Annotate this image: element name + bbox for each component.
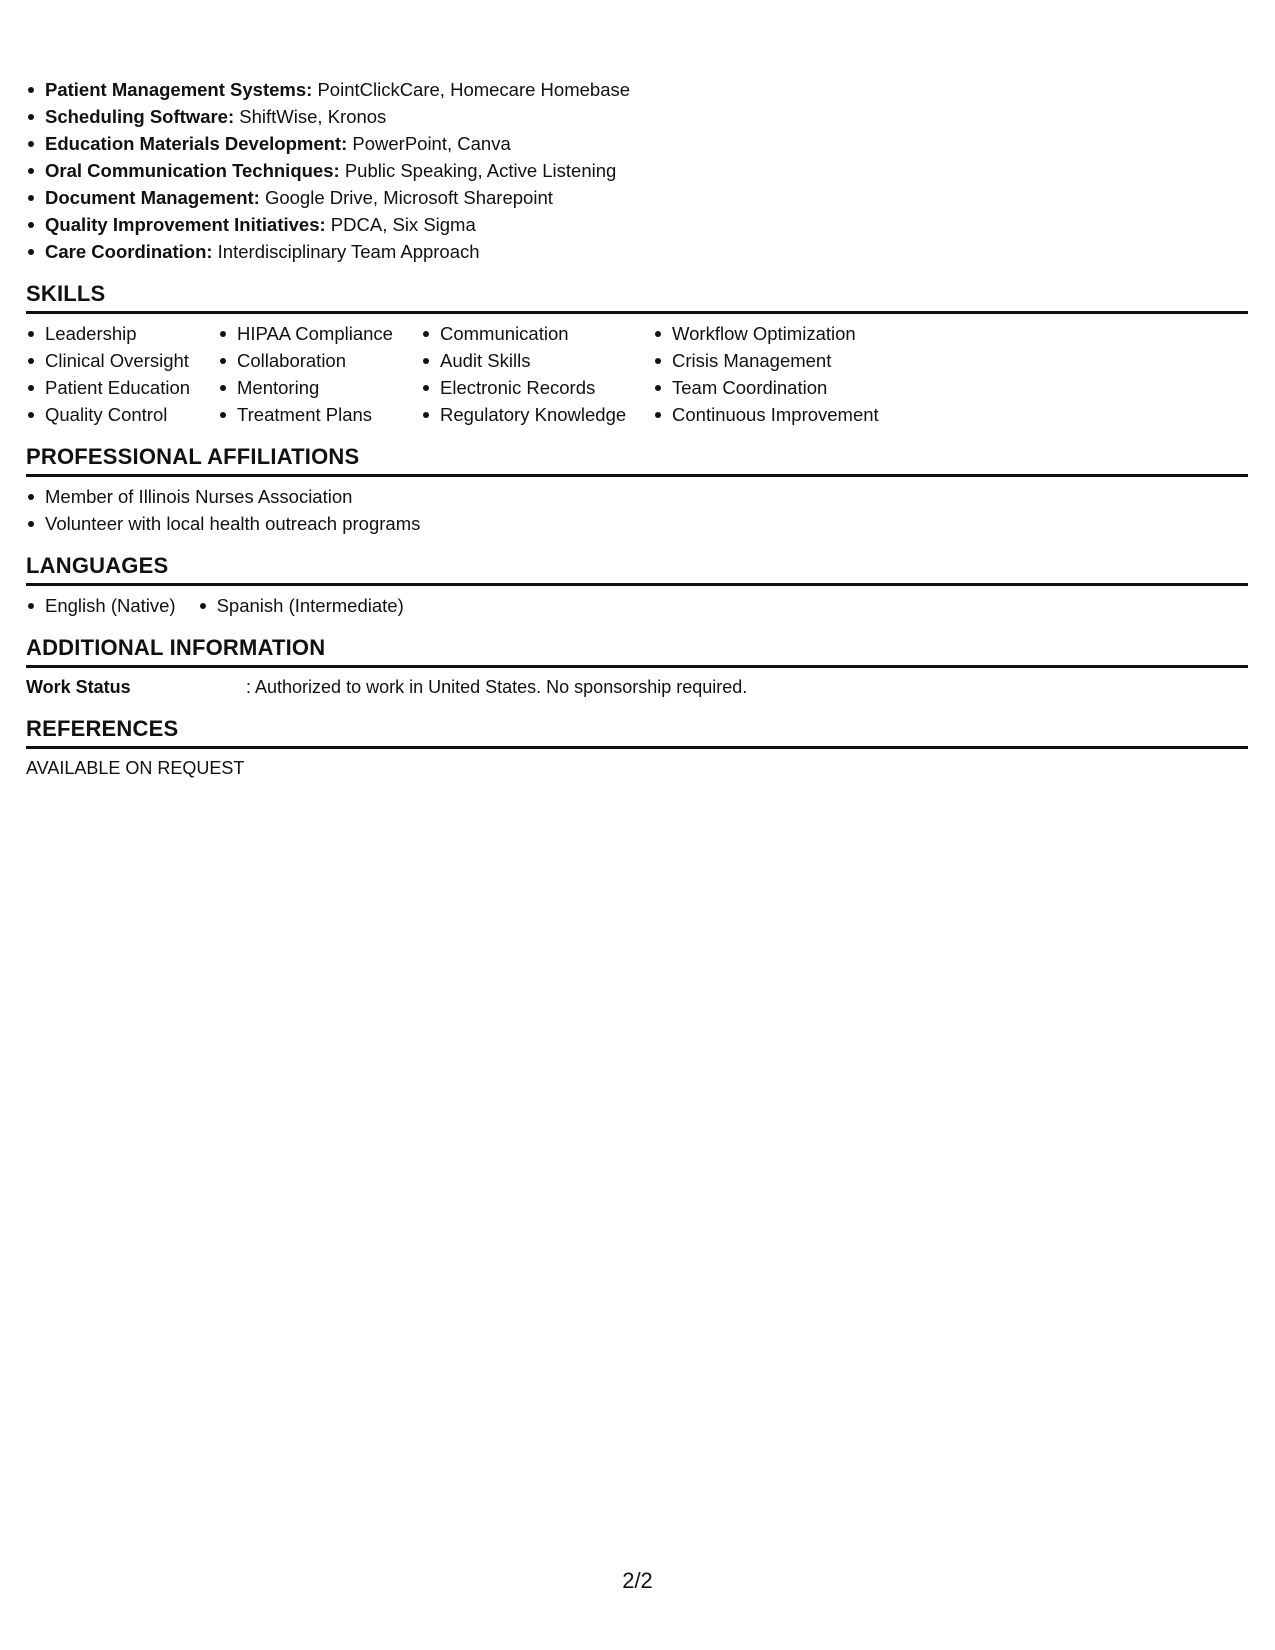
list-item <box>26 76 1248 103</box>
language-item: Spanish (Intermediate) <box>198 592 404 619</box>
tool-name: Oral Communication Techniques: <box>45 160 340 181</box>
skill-item: Communication <box>421 320 653 347</box>
affiliations-list <box>26 483 1248 537</box>
tool-value: PowerPoint, Canva <box>352 133 511 154</box>
list-item <box>26 238 1248 265</box>
resume-page <box>26 76 1248 781</box>
tool-value: ShiftWise, Kronos <box>239 106 387 127</box>
tool-value: Google Drive, Microsoft Sharepoint <box>264 187 553 208</box>
skills-column <box>218 320 421 428</box>
skill-item: Audit Skills <box>421 347 653 374</box>
section-title: ADDITIONAL INFORMATION <box>26 633 1248 668</box>
section-title: SKILLS <box>26 279 1248 314</box>
additional-info-section <box>26 633 1248 700</box>
list-item: Member of Illinois Nurses Association <box>26 483 1248 510</box>
page-number: 2/2 <box>622 1568 653 1593</box>
tool-name: Document Management: <box>45 187 260 208</box>
references-section <box>26 714 1248 781</box>
tool-name: Patient Management Systems: <box>45 79 313 100</box>
section-title: PROFESSIONAL AFFILIATIONS <box>26 442 1248 477</box>
work-status-value: : Authorized to work in United States. No sponsorship required. <box>246 677 748 697</box>
skill-item: Treatment Plans <box>218 401 421 428</box>
work-status-label: Work Status <box>26 677 131 697</box>
tool-value: Interdisciplinary Team Approach <box>217 241 480 262</box>
tool-value: Public Speaking, Active Listening <box>344 160 617 181</box>
work-status-row <box>26 674 1248 700</box>
skill-item: Team Coordination <box>653 374 913 401</box>
list-item <box>26 157 1248 184</box>
skill-item: Clinical Oversight <box>26 347 218 374</box>
skill-item: Collaboration <box>218 347 421 374</box>
languages-list <box>26 592 1248 619</box>
tool-value: PDCA, Six Sigma <box>330 214 476 235</box>
tool-name: Care Coordination: <box>45 241 213 262</box>
list-item <box>26 103 1248 130</box>
section-title: REFERENCES <box>26 714 1248 749</box>
affiliations-section <box>26 442 1248 537</box>
skill-item: HIPAA Compliance <box>218 320 421 347</box>
tool-name: Scheduling Software: <box>45 106 235 127</box>
skill-item: Mentoring <box>218 374 421 401</box>
section-title: LANGUAGES <box>26 551 1248 586</box>
references-text: AVAILABLE ON REQUEST <box>26 758 245 778</box>
tools-list <box>26 76 1248 265</box>
tool-value: PointClickCare, Homecare Homebase <box>317 79 631 100</box>
languages-section <box>26 551 1248 619</box>
skill-item: Patient Education <box>26 374 218 401</box>
skill-item: Regulatory Knowledge <box>421 401 653 428</box>
list-item <box>26 130 1248 157</box>
tool-name: Quality Improvement Initiatives: <box>45 214 326 235</box>
skill-item: Electronic Records <box>421 374 653 401</box>
tool-name: Education Materials Development: <box>45 133 348 154</box>
list-item <box>26 211 1248 238</box>
list-item <box>26 184 1248 211</box>
skill-item: Quality Control <box>26 401 218 428</box>
skills-column <box>421 320 653 428</box>
skills-section <box>26 279 1248 428</box>
list-item: Volunteer with local health outreach programs <box>26 510 1248 537</box>
skill-item: Crisis Management <box>653 347 913 374</box>
skills-column <box>26 320 218 428</box>
skills-grid <box>26 320 1248 428</box>
skill-item: Continuous Improvement <box>653 401 913 428</box>
skills-column <box>653 320 913 428</box>
language-item: English (Native) <box>26 592 176 619</box>
skill-item: Workflow Optimization <box>653 320 913 347</box>
skill-item: Leadership <box>26 320 218 347</box>
